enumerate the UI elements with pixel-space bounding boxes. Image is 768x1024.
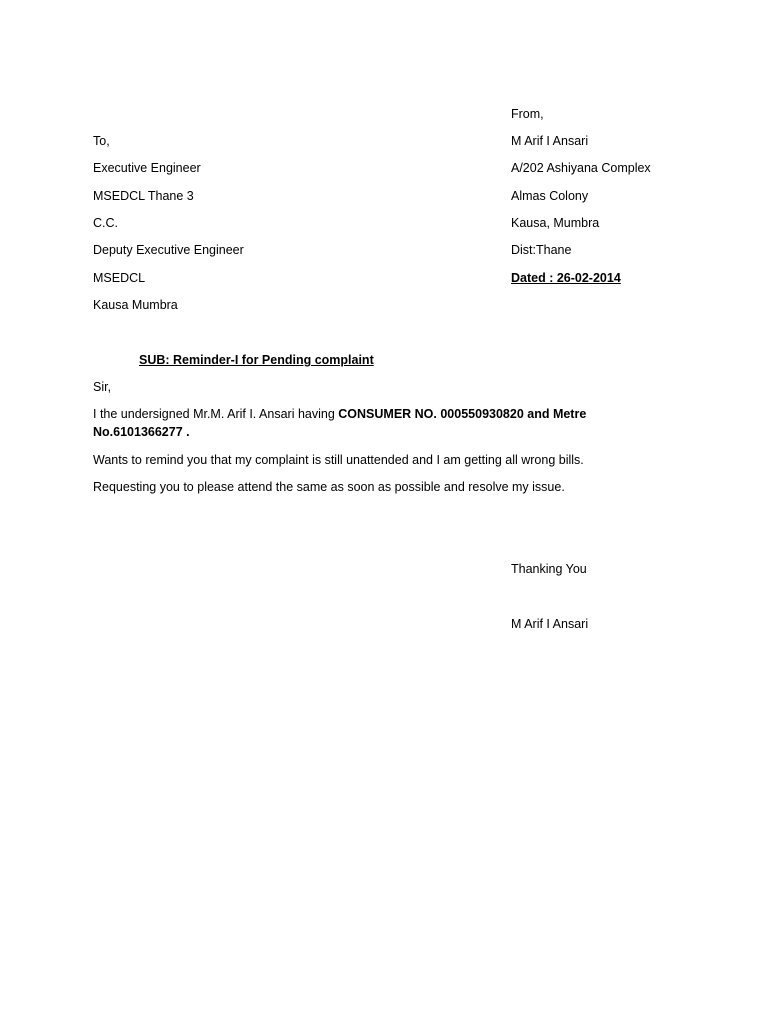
cc-office: MSEDCL — [93, 271, 146, 285]
sender-district: Dist:Thane — [511, 243, 572, 257]
from-label: From, — [511, 107, 544, 121]
body-paragraph-2: Wants to remind you that my complaint is still unattended and I am getting all wrong bills. — [93, 453, 584, 467]
metre-number-text: No.6101366277 . — [93, 425, 190, 439]
sender-name: M Arif I Ansari — [511, 134, 589, 148]
body-paragraph-3: Requesting you to please attend the same as soon as possible and resolve my issue. — [93, 480, 565, 494]
signature-name: M Arif I Ansari — [511, 617, 589, 631]
sender-address-line3: Kausa, Mumbra — [511, 216, 600, 230]
recipient-designation: Executive Engineer — [93, 161, 201, 175]
recipient-office: MSEDCL Thane 3 — [93, 189, 194, 203]
letter-date: Dated : 26-02-2014 — [511, 271, 621, 285]
subject-line: SUB: Reminder-I for Pending complaint — [139, 353, 374, 367]
sender-address-line1: A/202 Ashiyana Complex — [511, 161, 651, 175]
to-label: To, — [93, 134, 110, 148]
salutation: Sir, — [93, 380, 112, 394]
cc-label: C.C. — [93, 216, 118, 230]
consumer-number-text: CONSUMER NO. 000550930820 and Metre — [338, 407, 587, 421]
body-paragraph-1 — [93, 406, 586, 422]
sender-address-line2: Almas Colony — [511, 189, 589, 203]
closing-thanks: Thanking You — [511, 562, 587, 576]
cc-location: Kausa Mumbra — [93, 298, 178, 312]
paragraph-1-intro: I the undersigned Mr.M. Arif I. Ansari having — [93, 407, 339, 421]
cc-designation: Deputy Executive Engineer — [93, 243, 244, 257]
